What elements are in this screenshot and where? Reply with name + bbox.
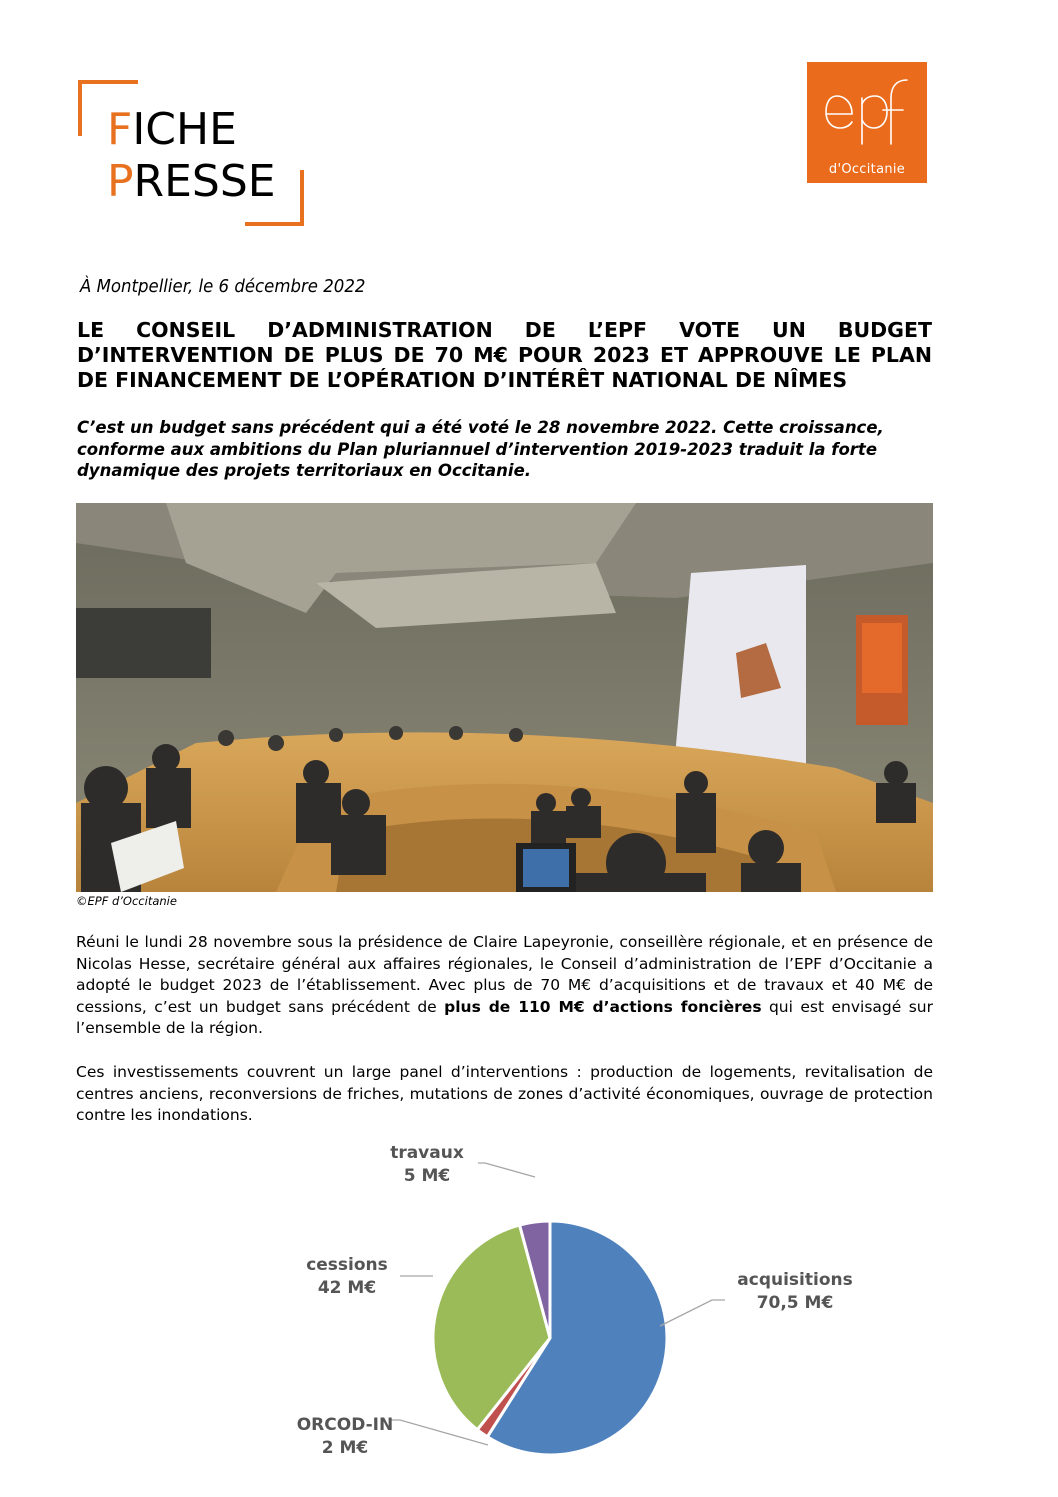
headline xyxy=(77,318,932,393)
body-paragraph-1 xyxy=(76,932,933,1040)
data-label-name: cessions xyxy=(306,1255,388,1275)
leader-line-acquisitions xyxy=(660,1300,725,1326)
leader-line-travaux xyxy=(478,1163,535,1177)
title-initial-f: F xyxy=(107,104,133,155)
epf-occitanie-logo xyxy=(807,62,927,183)
data-label-value: 70,5 M€ xyxy=(756,1293,834,1313)
budget-pie-chart xyxy=(250,1130,900,1460)
data-label-name: acquisitions xyxy=(737,1270,853,1290)
body-paragraph-2: Ces investissements couvrent un large panel d’interventions : production de logements, revitalisation de centres anciens, reconversions de friches, mutations de zones d’activité économiques, ouvrage de protection contre les inondations. xyxy=(76,1063,933,1124)
lead-line: dynamique des projets territoriaux en Occitanie. xyxy=(77,461,532,480)
title-rest-line2: RESSE xyxy=(133,156,276,207)
lead-line: C’est un budget sans précédent qui a été voté le 28 novembre 2022. Cette croissance, xyxy=(77,418,884,437)
photo-credit: ©EPF d’Occitanie xyxy=(76,894,177,908)
headline-rest: D’INTERVENTION DE PLUS DE 70 M€ POUR 2023 ET APPROUVE LE PLAN DE FINANCEMENT DE L’OPÉRATION D’INTÉRÊT NATIONAL DE NÎMES xyxy=(77,343,932,392)
data-label-value: 5 M€ xyxy=(403,1166,451,1186)
dateline: À Montpellier, le 6 décembre 2022 xyxy=(80,276,366,297)
lead-line: conforme aux ambitions du Plan pluriannuel d’intervention 2019-2023 traduit la forte xyxy=(77,439,878,459)
meeting-photo xyxy=(76,503,933,892)
epf-logo-mark xyxy=(807,62,927,162)
title-rest-line1: ICHE xyxy=(132,104,237,155)
council-meeting-image xyxy=(76,503,933,892)
data-label-value: 42 M€ xyxy=(317,1278,377,1298)
paragraph-text-end: qui est envisagé sur l’ensemble de la région. xyxy=(76,997,933,1037)
data-label-value: 2 M€ xyxy=(321,1438,369,1458)
logo-subtitle: d'Occitanie xyxy=(828,162,906,177)
document-type-title xyxy=(107,104,276,208)
data-label-name: travaux xyxy=(390,1143,464,1163)
paragraph-text: Réuni le lundi 28 novembre sous la présidence de Claire Lapeyronie, conseillère régionale, et en présence de Nicolas Hesse, secrétaire général aux affaires régionales, le Conseil d’administration de l’EPF d’Occitanie a adopté le budget 2023 de l’établissement. Avec plus de 70 M€ d’acquisitions et de travaux et 40 M€ de cessions, c’est un budget sans précédent de xyxy=(76,933,933,1016)
lead-paragraph xyxy=(77,417,935,482)
data-label-name: ORCOD-IN xyxy=(296,1415,394,1435)
headline-line1: LE CONSEIL D’ADMINISTRATION DE L’EPF VOTE UN BUDGET xyxy=(77,318,932,342)
title-initial-p: P xyxy=(107,156,134,207)
paragraph-bold-text: plus de 110 M€ d’actions foncières xyxy=(444,997,762,1016)
